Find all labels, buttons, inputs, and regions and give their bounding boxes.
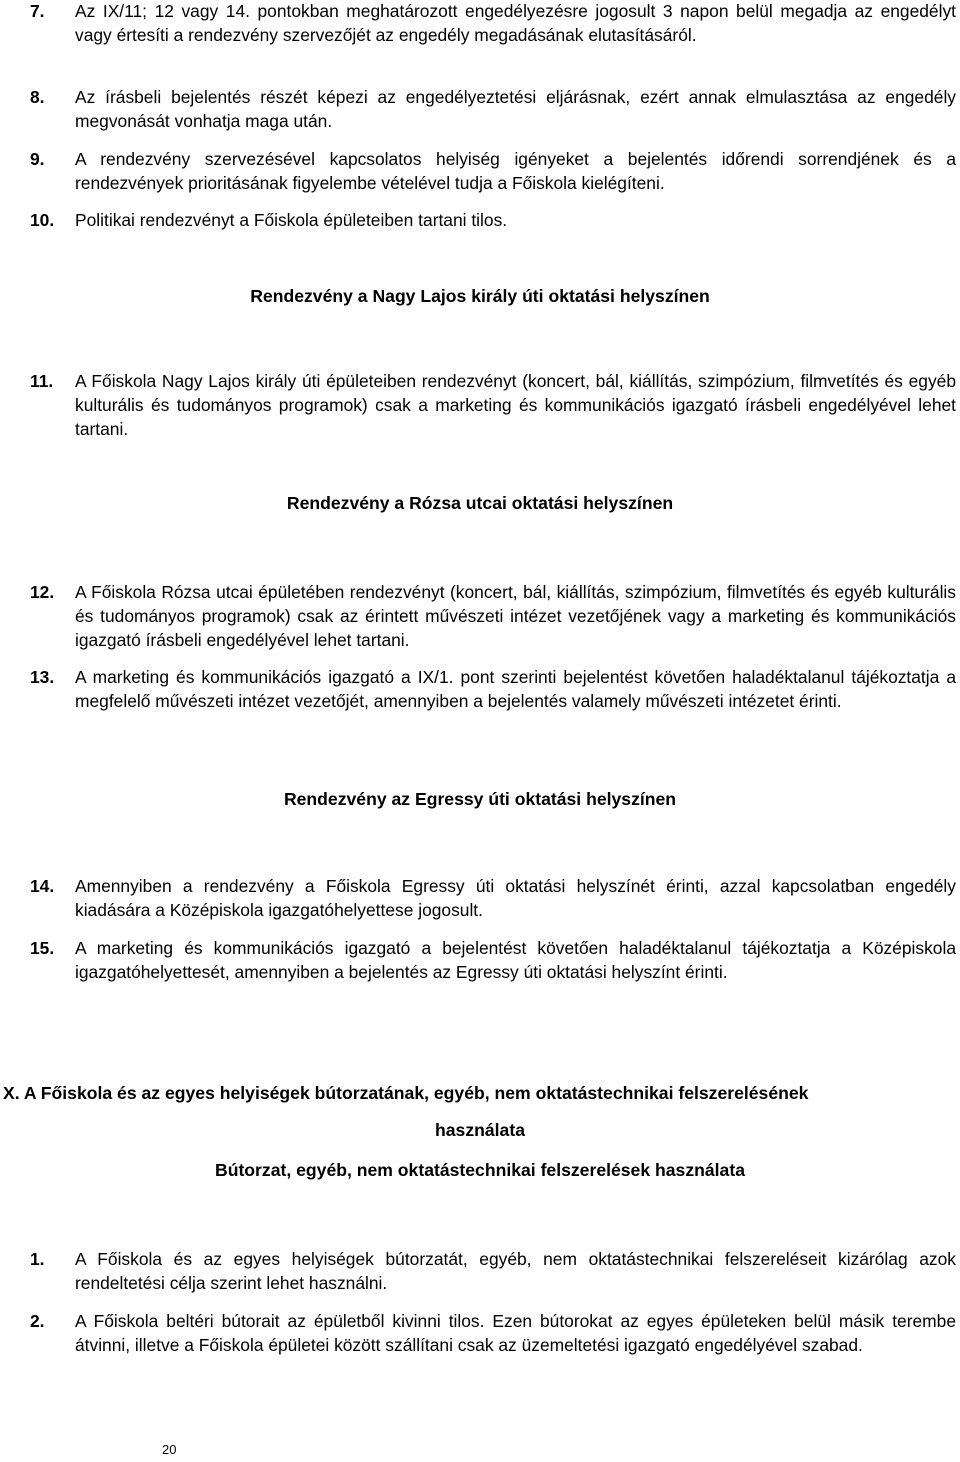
list-item	[30, 369, 956, 441]
item-number: 8.	[30, 87, 45, 107]
list-item	[30, 665, 956, 713]
item-text: A Főiskola beltéri bútorait az épületből kivinni tilos. Ezen bútorokat az egyes épületeken belül másik terembe átvinni, illetve a Főiskola épületei között szállítani csak az üzemeltetési igazgató engedélyével szabad.	[75, 1311, 956, 1355]
list-item	[30, 580, 956, 652]
item-number: 14.	[30, 876, 55, 896]
item-number: 15.	[30, 938, 55, 958]
item-number: 13.	[30, 667, 55, 687]
item-number: 12.	[30, 582, 55, 602]
item-text: A marketing és kommunikációs igazgató a IX/1. pont szerinti bejelentést követően haladéktalanul tájékoztatja a megfelelő művészeti intézet vezetőjét, amennyiben a bejelentés valamely művészeti intézetet érinti.	[75, 667, 956, 711]
section-heading-nagy-lajos: Rendezvény a Nagy Lajos király úti oktatási helyszínen	[250, 286, 710, 306]
item-number: 10.	[30, 210, 55, 230]
section-heading-butorzat: Bútorzat, egyéb, nem oktatástechnikai felszerelések használata	[215, 1160, 745, 1180]
item-number: 7.	[30, 1, 45, 21]
list-item	[30, 1309, 956, 1357]
page-number: 20	[162, 1442, 177, 1457]
item-text: A marketing és kommunikációs igazgató a bejelentést követően haladéktalanul tájékoztatja a Középiskola igazgatóhelyettesét, amennyiben a bejelentés az Egressy úti oktatási helyszínt érinti.	[75, 938, 956, 982]
list-item	[30, 874, 956, 922]
chapter-heading-x: X. A Főiskola és az egyes helyiségek bútorzatának, egyéb, nem oktatástechnikai felszerelésének	[3, 1083, 809, 1103]
item-number: 2.	[30, 1311, 45, 1331]
chapter-heading-x-continued: használata	[435, 1120, 525, 1140]
item-text: A rendezvény szervezésével kapcsolatos helyiség igényeket a bejelentés időrendi sorrendjének és a rendezvények prioritásának figyelembe vételével tudja a Főiskola kielégíteni.	[75, 149, 956, 193]
item-text: Politikai rendezvényt a Főiskola épületeiben tartani tilos.	[75, 210, 508, 230]
list-item	[30, 208, 956, 232]
list-item	[30, 936, 956, 984]
list-item	[30, 147, 956, 195]
item-number: 11.	[30, 371, 54, 391]
list-item	[30, 85, 956, 133]
list-item	[30, 0, 956, 47]
item-text: Amennyiben a rendezvény a Főiskola Egressy úti oktatási helyszínét érinti, azzal kapcsolatban engedély kiadására a Középiskola igazgatóhelyettese jogosult.	[75, 876, 956, 920]
section-heading-rozsa: Rendezvény a Rózsa utcai oktatási helyszínen	[286, 493, 674, 513]
item-number: 1.	[30, 1249, 45, 1269]
item-text: Az írásbeli bejelentés részét képezi az engedélyeztetési eljárásnak, ezért annak elmulasztása az engedély megvonását vonhatja maga után.	[75, 87, 956, 131]
item-text: A Főiskola Nagy Lajos király úti épületeiben rendezvényt (koncert, bál, kiállítás, szimpózium, filmvetítés és egyéb kulturális és tudományos programok) csak a marketing és kommunikációs igazgató írásbeli engedélyével lehet tartani.	[75, 371, 956, 439]
item-text: Az IX/11; 12 vagy 14. pontokban meghatározott engedélyezésre jogosult 3 napon belül megadja az engedélyt vagy értesíti a rendezvény szervezőjét az engedély megadásának elutasításáról.	[75, 1, 956, 45]
item-number: 9.	[30, 149, 45, 169]
item-text: A Főiskola Rózsa utcai épületében rendezvényt (koncert, bál, kiállítás, szimpózium, filmvetítés és egyéb kulturális és tudományos programok) csak az érintett művészeti intézet vezetőjének vagy a marketing és kommunikációs igazgató írásbeli engedélyével lehet tartani.	[75, 582, 956, 650]
section-heading-egressy: Rendezvény az Egressy úti oktatási helyszínen	[283, 789, 677, 809]
item-text: A Főiskola és az egyes helyiségek bútorzatát, egyéb, nem oktatástechnikai felszereléseit kizárólag azok rendeltetési célja szerint lehet használni.	[75, 1249, 956, 1293]
list-item	[30, 1247, 956, 1295]
